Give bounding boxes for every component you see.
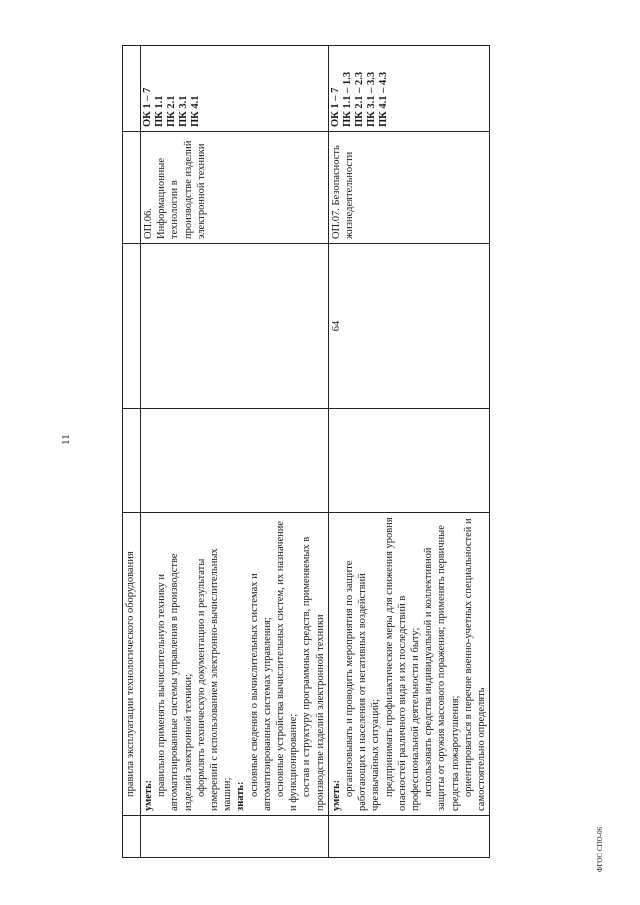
skills-label: уметь: xyxy=(143,779,154,811)
curriculum-table xyxy=(122,46,488,858)
footer-label: ФГОС СПО-06 xyxy=(596,826,604,872)
row2-content-cell xyxy=(328,513,489,816)
row1-content-cell xyxy=(141,513,329,816)
competency-code: ПК 4.1 xyxy=(190,95,201,127)
row0-code-cell xyxy=(123,816,141,858)
page-number: 11 xyxy=(60,434,72,445)
knowledge-item: состав и структуру программных средств, применяемых в производстве изделий электронной техники xyxy=(301,536,326,811)
competency-code: ПК 1.1 – 1.3 xyxy=(341,71,353,127)
row0-empty-cell xyxy=(123,409,141,513)
row1-competencies-cell xyxy=(141,46,329,132)
competency-code: ПК 2.1 – 2.3 xyxy=(353,71,365,127)
competency-code: ПК 2.1 xyxy=(166,95,177,127)
skill-item: использовать средства индивидуальной и коллективной защиты от оружия массового поражения; применять первичные средства пожаротушения; xyxy=(423,525,461,811)
competency-code: ОК 1 – 7 xyxy=(142,87,153,127)
competency-code: ПК 3.1 xyxy=(178,95,189,127)
competency-code: ПК 3.1 – 3.3 xyxy=(365,71,377,127)
row2-code-cell xyxy=(328,816,489,858)
row0-hours-cell xyxy=(123,244,141,409)
row1-empty-cell xyxy=(141,409,329,513)
row1-code-cell xyxy=(141,816,329,858)
row2-competencies-cell xyxy=(328,46,489,132)
knowledge-item: основные сведения о вычислительных системах и автоматизированных системах управления; xyxy=(248,573,273,811)
knowledge-label: знать: xyxy=(235,781,247,811)
competency-code: ПК 1.1 xyxy=(154,95,165,127)
skill-item: правильно применять вычислительную технику и автоматизированные системы управления в производстве изделий электронной техники; xyxy=(156,553,194,811)
row2-empty-cell xyxy=(328,409,489,513)
row1-hours-cell xyxy=(141,244,329,409)
lead-text: правила эксплуатации технологического оборудования xyxy=(125,551,136,797)
row0-discipline-cell xyxy=(123,132,141,244)
skills-label: уметь: xyxy=(330,779,342,811)
skill-item: оформлять техническую документацию и результаты измерений с использованием электронно-вычислительных машин; xyxy=(195,548,234,811)
row0-competencies-cell xyxy=(123,46,141,132)
skill-item: ориентироваться в перечне военно-учетных специальностей и самостоятельно определять xyxy=(462,518,488,811)
row2-hours-cell: 64 xyxy=(328,244,489,409)
row2-discipline-cell: ОП.07. Безопасность жизнедеятельности xyxy=(328,132,489,244)
skill-item: организовывать и проводить мероприятия по защите работающих и населения от негативных воздействий чрезвычайных ситуаций; xyxy=(344,560,382,811)
knowledge-item: основные устройства вычислительных систем, их назначение и функционирование; xyxy=(275,520,300,811)
competency-code: ОК 1 – 7 xyxy=(329,87,341,127)
competency-code: ПК 4.1 – 4.3 xyxy=(377,71,389,127)
row1-discipline-cell: ОП.06. Информационные технологии в производстве изделий электронной техники xyxy=(141,132,329,244)
skill-item: предпринимать профилактические меры для снижения уровня опасностей различного вида и их последствий в профессиональной деятельности и быту; xyxy=(383,517,422,811)
row0-content-cell xyxy=(123,513,141,816)
